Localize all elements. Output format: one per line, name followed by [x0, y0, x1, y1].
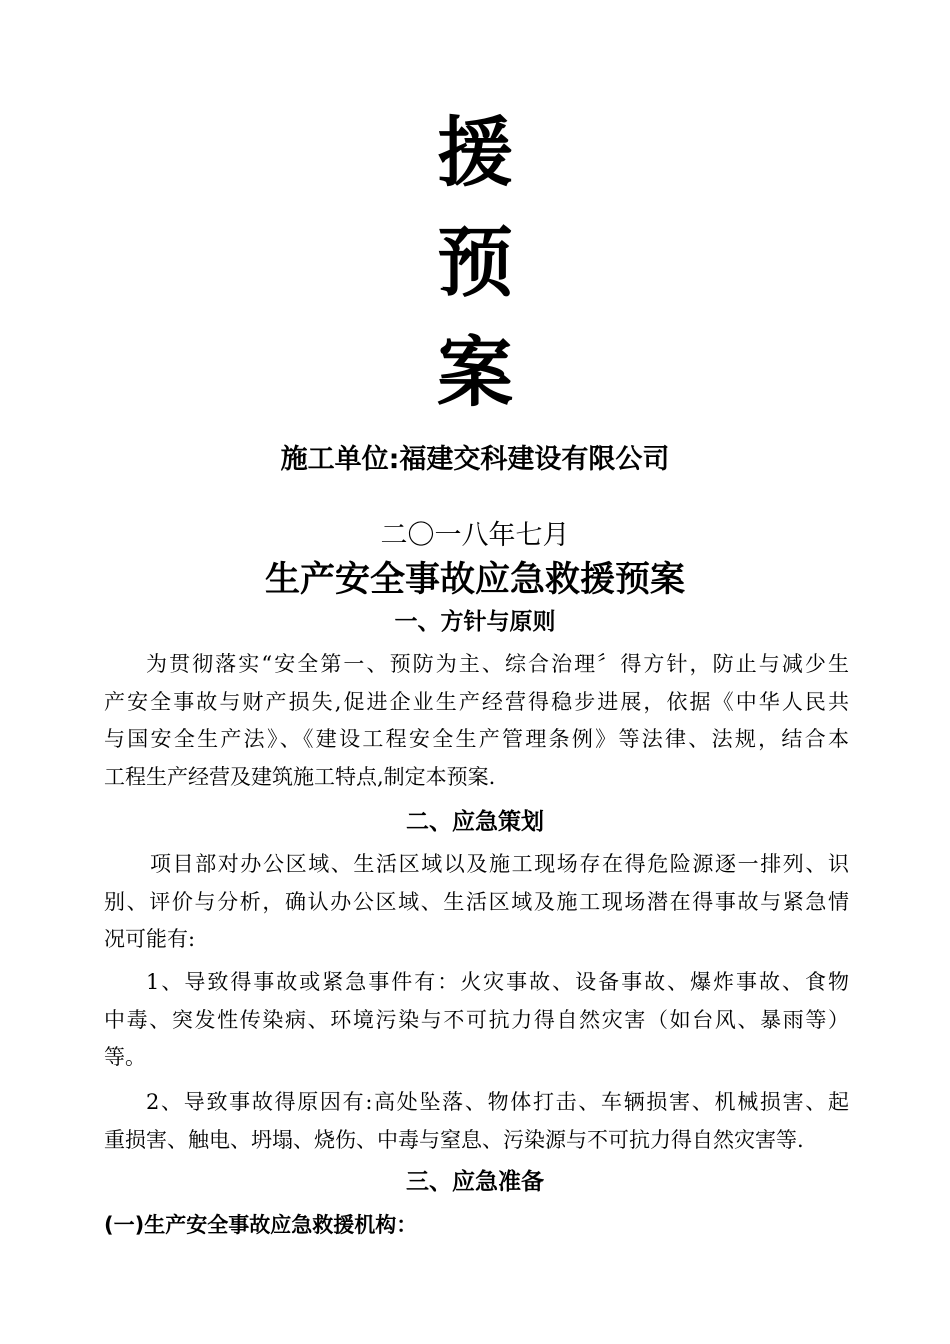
document-title: 生产安全事故应急救援预案 — [264, 560, 685, 600]
paragraph-line: 等。 — [104, 1045, 146, 1069]
paragraph-line: 2、导致事故得原因有:高处坠落、物体打击、车辆损害、机械损害、起 — [146, 1090, 849, 1114]
section-heading-3: 三、应急准备 — [406, 1169, 544, 1195]
paragraph-line: 为贯彻落实“安全第一、预防为主、综合治理〞得方针，防止与减少生 — [146, 652, 849, 676]
paragraph-line: 况可能有: — [104, 927, 196, 951]
paragraph-line: 1、导致得事故或紧急事件有：火灾事故、设备事故、爆炸事故、食物 — [146, 970, 849, 994]
paragraph-line: 工程生产经营及建筑施工特点,制定本预案. — [104, 764, 496, 789]
hazard-item-2 — [104, 1084, 849, 1159]
cover-char-2: 预 — [437, 218, 513, 307]
section-1-paragraph — [104, 646, 849, 796]
paragraph-line: 项目部对办公区域、生活区域以及施工现场存在得危险源逐一排列、识 — [150, 852, 849, 876]
paragraph-line: 别、评价与分析，确认办公区域、生活区域及施工现场潜在得事故与紧急情 — [104, 889, 849, 914]
subsection-heading: (一)生产安全事故应急救援机构： — [104, 1213, 418, 1237]
paragraph-line: 重损害、触电、坍塌、烧伤、中毒与窒息、污染源与不可抗力得自然灾害等. — [104, 1127, 804, 1152]
cover-char-1: 援 — [437, 108, 513, 197]
paragraph-line: 产安全事故与财产损失,促进企业生产经营得稳步进展，依据《中华人民共 — [104, 689, 849, 714]
section-heading-1: 一、方针与原则 — [394, 609, 556, 635]
paragraph-line: 与国安全生产法》、《建设工程安全生产管理条例》等法律、法规，结合本 — [104, 727, 849, 751]
construction-company: 施工单位:福建交科建设有限公司 — [280, 444, 670, 475]
paragraph-line: 中毒、突发性传染病、环境污染与不可抗力得自然灾害（如台风、暴雨等） — [104, 1007, 849, 1032]
cover-char-3: 案 — [437, 328, 513, 417]
section-2-paragraph — [104, 846, 849, 959]
section-heading-2: 二、应急策划 — [406, 809, 544, 835]
hazard-item-1 — [104, 964, 849, 1077]
document-date: 二〇一八年七月 — [380, 520, 570, 551]
